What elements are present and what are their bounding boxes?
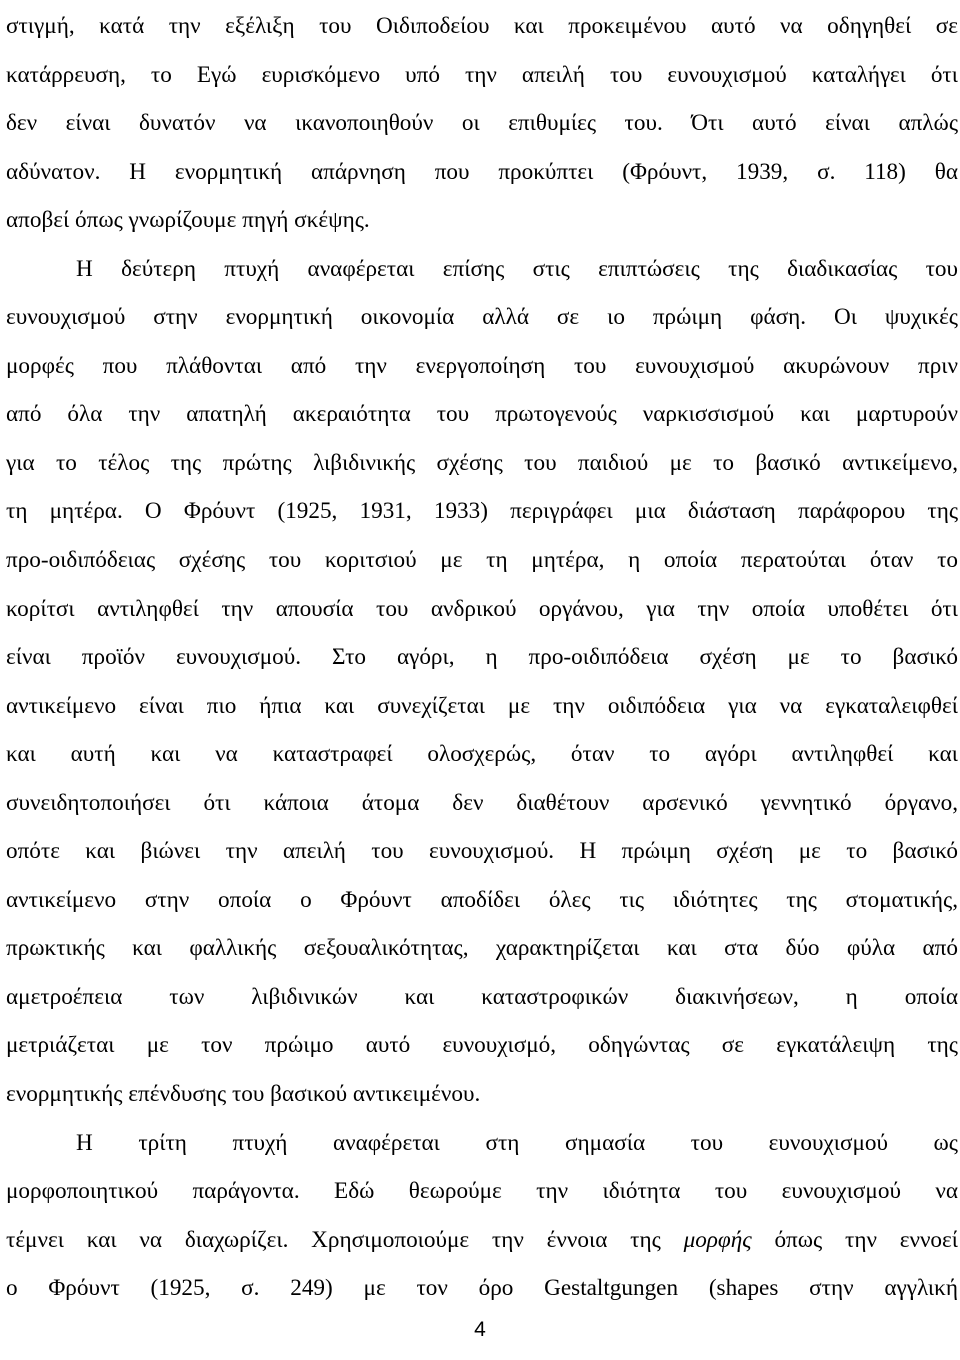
- text-line: αντικείμενο είναι πιο ήπια και συνεχίζεται με την οιδιπόδεια για να εγκαταλειφθεί: [6, 692, 958, 719]
- text-line: και αυτή και να καταστραφεί ολοσχερώς, όταν το αγόρι αντιληφθεί και: [6, 741, 958, 768]
- text-line: συνειδητοποιήσει ότι κάποια άτομα δεν διαθέτουν αρσενικό γεννητικό όργανο,: [6, 789, 958, 816]
- text-line: αποβεί όπως γνωρίζουμε πηγή σκέψης.: [6, 207, 370, 234]
- text-line: ενορμητικής επένδυσης του βασικού αντικειμένου.: [6, 1081, 481, 1108]
- text-line: ο Φρόυντ (1925, σ. 249) με τον όρο Gestaltgungen (shapes στην αγγλική: [6, 1275, 958, 1302]
- text-line: μορφές που πλάθονται από την ενεργοποίηση του ευνουχισμού ακυρώνουν πριν: [6, 352, 958, 379]
- text-line: ευνουχισμού στην ενορμητική οικονομία αλλά σε ιο πρώιμη φάση. Οι ψυχικές: [6, 304, 958, 331]
- text-line: δεν είναι δυνατόν να ικανοποιηθούν οι επιθυμίες του. Ότι αυτό είναι απλώς: [6, 110, 958, 137]
- text-line: προ-οιδιπόδειας σχέσης του κοριτσιού με τη μητέρα, η οποία περατούται όταν το: [6, 547, 958, 574]
- text-line: πρωκτικής και φαλλικής σεξουαλικότητας, χαρακτηρίζεται και στα δύο φύλα από: [6, 935, 958, 962]
- page-number: 4: [474, 1318, 486, 1341]
- text-line: αντικείμενο στην οποία ο Φρόυντ αποδίδει όλες τις ιδιότητες της στοματικής,: [6, 886, 958, 913]
- text-line: μορφοποιητικού παράγοντα. Εδώ θεωρούμε την ιδιότητα του ευνουχισμού να: [6, 1178, 958, 1205]
- text-line: [6, 1216, 958, 1265]
- text-segment: τέμνει και να διαχωρίζει. Χρησιμοποιούμε την έννοια της: [6, 1226, 684, 1253]
- text-line: είναι προϊόν ευνουχισμού. Στο αγόρι, η προ-οιδιπόδεια σχέση με το βασικό: [6, 644, 958, 671]
- text-line: αμετροέπεια των λιβιδινικών και καταστροφικών διακινήσεων, η οποία: [6, 983, 958, 1010]
- text-line: οπότε και βιώνει την απειλή του ευνουχισμού. Η πρώιμη σχέση με το βασικό: [6, 838, 958, 865]
- body-text: [6, 2, 958, 1313]
- text-line: για το τέλος της πρώτης λιβιδινικής σχέσης του παιδιού με το βασικό αντικείμενο,: [6, 449, 958, 476]
- text-line: κορίτσι αντιληφθεί την απουσία του ανδρικού οργάνου, για την οποία υποθέτει ότι: [6, 595, 958, 622]
- text-segment: όπως την εννοεί: [751, 1226, 958, 1253]
- paragraph-start-line: Η δεύτερη πτυχή αναφέρεται επίσης στις επιπτώσεις της διαδικασίας του: [76, 255, 958, 282]
- text-line: τη μητέρα. Ο Φρόυντ (1925, 1931, 1933) περιγράφει μια διάσταση παράφορου της: [6, 498, 958, 525]
- paragraph-start-line: Η τρίτη πτυχή αναφέρεται στη σημασία του ευνουχισμού ως: [76, 1129, 958, 1156]
- italic-term: μορφής: [683, 1226, 752, 1253]
- text-line: αδύνατον. Η ενορμητική απάρνηση που προκύπτει (Φρόυντ, 1939, σ. 118) θα: [6, 158, 958, 185]
- text-line: κατάρρευση, το Εγώ ευρισκόμενο υπό την απειλή του ευνουχισμού καταλήγει ότι: [6, 61, 958, 88]
- text-line: στιγμή, κατά την εξέλιξη του Οιδιποδείου και προκειμένου αυτό να οδηγηθεί σε: [6, 13, 958, 39]
- text-line: μετριάζεται με τον πρώιμο αυτό ευνουχισμό, οδηγώντας σε εγκατάλειψη της: [6, 1032, 958, 1059]
- text-line: από όλα την απατηλή ακεραιότητα του πρωτογενούς ναρκισσισμού και μαρτυρούν: [6, 401, 958, 428]
